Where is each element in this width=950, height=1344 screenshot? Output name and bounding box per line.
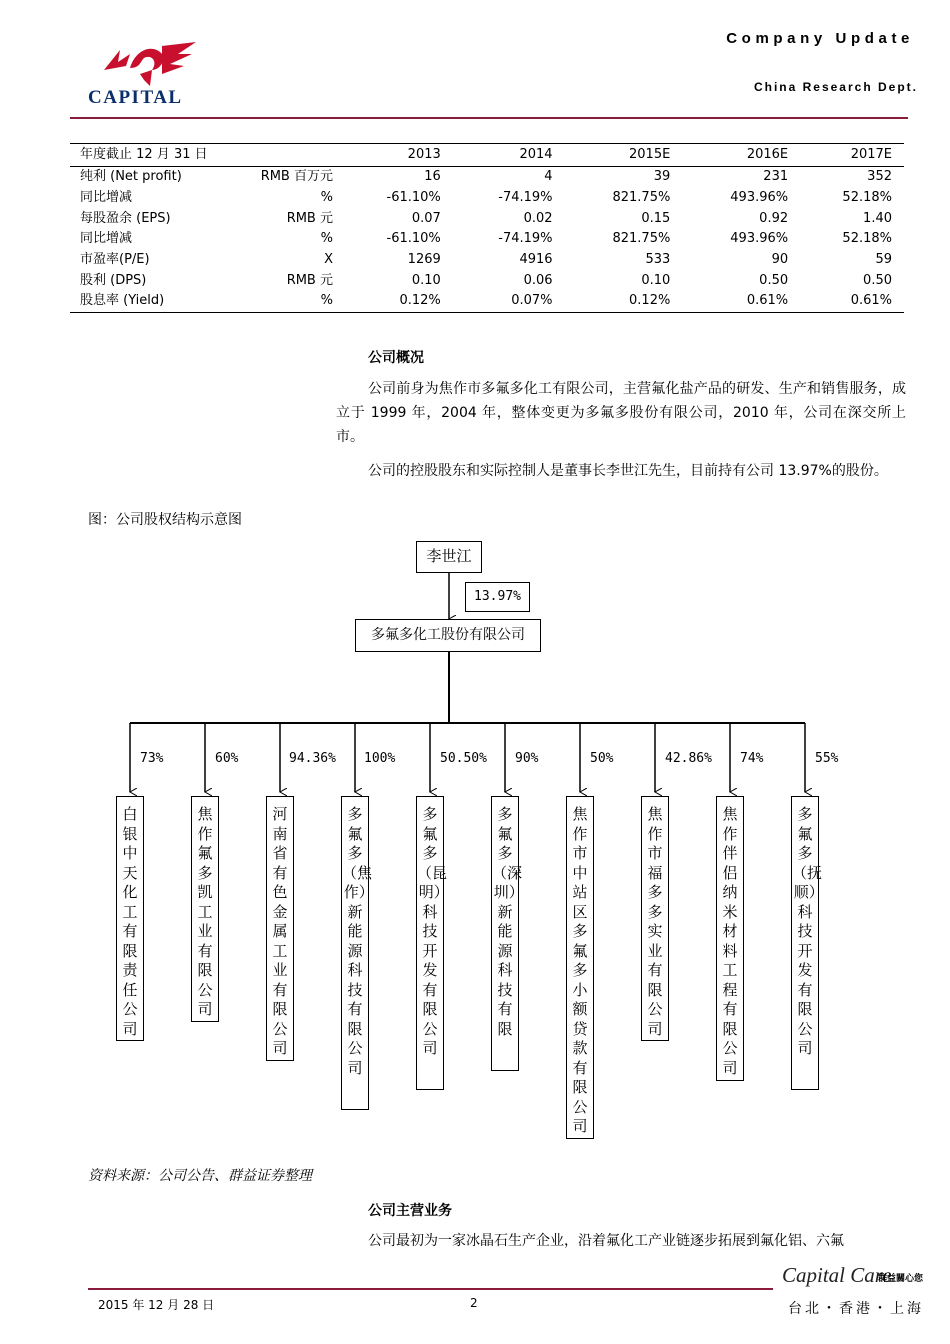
cell-value: 0.92 [759,210,789,226]
cell-value: 59 [875,252,892,268]
report-type: Company Update [726,30,914,47]
subsidiary-box: 焦作市福多多实业有限公司 [641,796,669,1041]
header-cell: 年度截止 12 月 31 日 [70,144,220,167]
subsidiary-pct: 90% [515,751,539,766]
cell-value: 493.96% [730,190,789,206]
cell-value: 90 [771,252,789,268]
header-cell: 2015E [565,144,683,167]
overview-paragraph-1: 公司前身为焦作市多氟多化工有限公司，主营氟化盐产品的研发、生产和销售服务，成立于 1999 年，2004 年，整体变更为多氟多股份有限公司，2010 年，公司在深交所上市。 [336,381,906,445]
row-unit: % [320,231,333,247]
holding-pct-box: 13.97% [465,582,530,612]
department: China Research Dept. [753,80,918,94]
business-paragraph: 公司最初为一家冰晶石生产企业，沿着氟化工产业链逐步拓展到氟化铝、六氟 [368,1233,844,1249]
cell-value: 1.40 [863,210,892,226]
cell-value: 0.02 [523,210,553,226]
figure-source: 资料来源：公司公告、群益证券整理 [88,1168,312,1184]
subsidiary-box: 河南省有色金属工业有限公司 [266,796,294,1061]
row-label: 股息率 (Yield) [70,291,220,312]
cell-value: 821.75% [612,190,671,206]
subsidiary-box: 多氟多（昆明）科技开发有限公司 [416,796,444,1090]
cell-value: -61.10% [386,231,441,247]
subsidiary-box: 白银中天化工有限责任公司 [116,796,144,1041]
cell-value: 0.12% [565,291,683,312]
cell-value: 0.61% [800,291,904,312]
cell-value: 0.10 [411,272,441,288]
header-cell: 2014 [453,144,565,167]
cell-value: -74.19% [498,231,553,247]
subsidiary-box: 多氟多（抚顺）科技开发有限公司 [791,796,819,1090]
cell-value: 0.61% [682,291,800,312]
row-unit: % [220,291,341,312]
cell-value: 4 [544,169,553,185]
cell-value: 0.07 [411,210,441,226]
cell-value: 52.18% [842,190,892,206]
cell-value: 231 [763,169,789,185]
row-label: 同比增减 [80,190,133,206]
cell-value: -61.10% [386,190,441,206]
cell-value: 0.06 [523,272,553,288]
cell-value: 0.10 [641,272,671,288]
row-label: 纯利 (Net profit) [80,169,182,185]
cell-value: 0.15 [641,210,671,226]
section-title-business: 公司主营业务 [368,1203,452,1219]
capital-care-slogan: 群益關心您 [878,1274,924,1284]
subsidiary-box: 焦作伴侣纳米材料工程有限公司 [716,796,744,1081]
row-label: 股利 (DPS) [80,272,147,288]
cell-value: 4916 [519,252,553,268]
cell-value: -74.19% [498,190,553,206]
overview-paragraph-2: 公司的控股股东和实际控制人是董事长李世江先生，目前持有公司 13.97%的股份。 [368,463,888,479]
subsidiary-box: 多氟多（深圳）新能源科技有限 [491,796,519,1071]
cell-value: 533 [645,252,671,268]
subsidiary-pct: 73% [140,751,164,766]
figure-title: 图：公司股权结构示意图 [88,512,242,528]
header-cell: 2016E [682,144,800,167]
cell-value: 16 [424,169,441,185]
cell-value: 0.50 [759,272,789,288]
cell-value: 39 [653,169,671,185]
header-cell: 2013 [341,144,453,167]
subsidiary-pct: 50% [590,751,614,766]
cell-value: 821.75% [612,231,671,247]
subsidiary-pct: 100% [364,751,396,766]
cell-value: 0.50 [863,272,892,288]
subsidiary-pct: 50.50% [440,751,487,766]
subsidiary-pct: 74% [740,751,764,766]
cell-value: 0.12% [341,291,453,312]
subsidiary-box: 多氟多（焦作）新能源科技有限公司 [341,796,369,1110]
row-unit: % [320,190,333,206]
cell-value: 1269 [407,252,441,268]
footer-divider [88,1288,773,1290]
report-date: 2015 年 12 月 28 日 [98,1298,215,1312]
row-label: 市盈率(P/E) [80,252,150,268]
shareholder-box: 李世江 [416,541,482,573]
page-number: 2 [470,1296,478,1310]
header-cell: 2017E [800,144,904,167]
cell-value: 493.96% [730,231,789,247]
subsidiary-box: 焦作市中站区多氟多小额贷款有限公司 [566,796,594,1139]
office-cities: 台北・香港・上海 [788,1301,924,1317]
capital-care-logo: Capital Care [782,1263,892,1287]
cell-value: 0.07% [453,291,565,312]
subsidiary-box: 焦作氟多凯工业有限公司 [191,796,219,1022]
parent-company-box: 多氟多化工股份有限公司 [355,619,541,652]
subsidiary-pct: 42.86% [665,751,712,766]
cell-value: 352 [867,169,892,185]
row-label: 每股盈余 (EPS) [80,210,171,226]
row-unit: RMB 百万元 [260,169,333,185]
row-unit: RMB 元 [286,210,333,226]
row-unit: X [324,252,333,268]
cell-value: 52.18% [842,231,892,247]
section-title-overview: 公司概况 [368,350,424,366]
subsidiary-pct: 60% [215,751,239,766]
subsidiary-pct: 94.36% [289,751,336,766]
row-label: 同比增减 [80,231,133,247]
row-unit: RMB 元 [286,272,333,288]
subsidiary-pct: 55% [815,751,839,766]
brand-name: CAPITAL [88,87,183,108]
